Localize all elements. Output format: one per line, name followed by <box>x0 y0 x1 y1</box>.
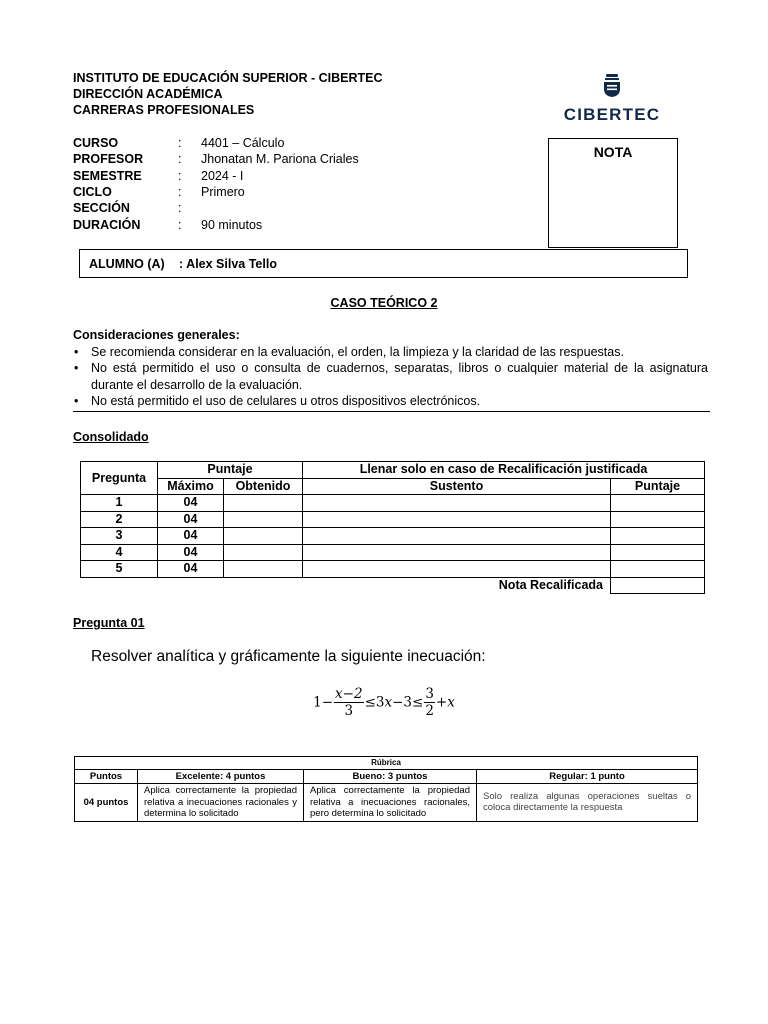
info-row-seccion <box>73 200 533 216</box>
considerations-list <box>73 344 708 409</box>
info-colon: : <box>178 136 182 150</box>
nota-recalificada-row <box>81 577 705 594</box>
table-row <box>81 511 705 528</box>
cell-maximo: 04 <box>158 528 224 545</box>
cell-obtenido[interactable] <box>224 511 303 528</box>
formula-mid2: −3≤ <box>392 694 424 711</box>
info-colon: : <box>178 152 182 166</box>
exam-title: CASO TEÓRICO 2 <box>330 296 438 310</box>
info-label: DURACIÓN <box>73 217 141 232</box>
nota-recalificada-cell[interactable] <box>611 577 705 594</box>
fraction-2-denominator: 2 <box>425 703 434 719</box>
academic-direction: DIRECCIÓN ACADÉMICA <box>73 87 223 101</box>
fraction-1-numerator: x−2 <box>335 686 363 702</box>
consolidado-title: Consolidado <box>73 430 149 444</box>
cell-maximo: 04 <box>158 544 224 561</box>
info-value: Jhonatan M. Pariona Criales <box>201 152 359 166</box>
info-label: PROFESOR <box>73 152 144 166</box>
info-row-curso <box>73 135 533 151</box>
formula-plus: + <box>435 694 448 711</box>
cell-puntaje[interactable] <box>611 544 705 561</box>
fraction-1-denominator: 3 <box>344 703 354 719</box>
student-label: ALUMNO (A) <box>89 257 165 271</box>
considerations-title: Consideraciones generales: <box>73 328 240 342</box>
header-puntaje-recal: Puntaje <box>611 478 705 495</box>
formula-var-x: x <box>384 694 393 711</box>
rubric-excelente-text: Aplica correctamente la propiedad relativa a inecuaciones racionales y determina lo solicitado <box>138 784 304 822</box>
rubric-title: Rúbrica <box>75 757 698 770</box>
cell-obtenido[interactable] <box>224 561 303 578</box>
cell-sustento[interactable] <box>303 528 611 545</box>
rubric-title-row <box>75 757 698 770</box>
rubric-header-puntos: Puntos <box>75 769 138 784</box>
cell-puntaje[interactable] <box>611 561 705 578</box>
institution-name: INSTITUTO DE EDUCACIÓN SUPERIOR - CIBERTEC <box>73 71 383 85</box>
rubric-header-regular: Regular: 1 punto <box>477 769 698 784</box>
rubric-points: 04 puntos <box>75 784 138 822</box>
header-sustento: Sustento <box>303 478 611 495</box>
question-statement: Resolver analítica y gráficamente la siguiente inecuación: <box>91 648 486 665</box>
info-label: SEMESTRE <box>73 168 142 183</box>
table-row <box>81 544 705 561</box>
fraction-2-numerator: 3 <box>425 686 434 702</box>
cell-sustento[interactable] <box>303 495 611 512</box>
list-item: • No está permitido el uso o consulta de cuadernos, separatas, libros o cualquier material de la asignatura durante el desarrollo de la evaluación. <box>73 360 708 393</box>
table-subheader-row <box>81 478 705 495</box>
professional-careers: CARRERAS PROFESIONALES <box>73 103 255 117</box>
student-box <box>79 249 688 278</box>
header-pregunta: Pregunta <box>81 462 158 495</box>
fraction-1 <box>334 686 364 719</box>
divider <box>73 411 710 412</box>
header-recalificacion: Llenar solo en caso de Recalificación justificada <box>303 462 705 479</box>
info-value: 2024 - I <box>201 168 244 183</box>
info-row-ciclo <box>73 184 533 200</box>
cibertec-logo <box>562 74 662 125</box>
crown-emblem-icon <box>601 74 623 98</box>
info-colon: : <box>178 201 182 215</box>
rubric-table <box>74 756 698 822</box>
nota-box[interactable] <box>548 138 678 248</box>
rubric-bueno-text: Aplica correctamente la propiedad relativa a inecuaciones racionales, pero determina lo solicitado <box>304 784 477 822</box>
table-row <box>81 561 705 578</box>
header-puntaje: Puntaje <box>158 462 303 479</box>
info-value: 4401 – Cálculo <box>201 136 285 150</box>
info-colon: : <box>178 217 182 232</box>
formula-minus: − <box>321 694 334 711</box>
cell-sustento[interactable] <box>303 511 611 528</box>
inequality-formula <box>0 686 768 719</box>
list-item: • Se recomienda considerar en la evaluación, el orden, la limpieza y la claridad de las respuestas. <box>73 344 708 360</box>
table-row <box>81 495 705 512</box>
consolidado-table <box>80 461 705 594</box>
list-item: • No está permitido el uso de celulares u otros dispositivos electrónicos. <box>73 393 708 409</box>
cell-maximo: 04 <box>158 561 224 578</box>
formula-lead: 1 <box>313 694 322 711</box>
table-header-row <box>81 462 705 479</box>
rubric-row <box>75 784 698 822</box>
cell-obtenido[interactable] <box>224 495 303 512</box>
header-maximo: Máximo <box>158 478 224 495</box>
logo-wordmark: CIBERTEC <box>563 105 661 124</box>
formula-mid: ≤3 <box>364 694 385 711</box>
student-name: : Alex Silva Tello <box>179 257 277 271</box>
cell-sustento[interactable] <box>303 561 611 578</box>
rubric-header-excelente: Excelente: 4 puntos <box>138 769 304 784</box>
cell-puntaje[interactable] <box>611 511 705 528</box>
formula-tail-x: x <box>447 694 455 711</box>
cell-obtenido[interactable] <box>224 528 303 545</box>
cell-obtenido[interactable] <box>224 544 303 561</box>
nota-recalificada-label: Nota Recalificada <box>498 578 603 592</box>
cell-pregunta: 3 <box>81 528 158 545</box>
info-label: CICLO <box>73 185 112 199</box>
cell-pregunta: 4 <box>81 544 158 561</box>
info-colon: : <box>178 168 182 183</box>
table-row <box>81 528 705 545</box>
cell-pregunta: 1 <box>81 495 158 512</box>
fraction-2 <box>424 686 435 719</box>
cell-pregunta: 2 <box>81 511 158 528</box>
info-row-profesor <box>73 151 533 167</box>
nota-label: NOTA <box>593 144 633 160</box>
info-label: SECCIÓN <box>73 201 130 215</box>
info-row-semestre <box>73 168 533 184</box>
info-row-duracion <box>73 217 533 233</box>
header-obtenido: Obtenido <box>224 478 303 495</box>
pregunta-01-title: Pregunta 01 <box>73 616 145 630</box>
info-colon: : <box>178 185 182 199</box>
cell-sustento[interactable] <box>303 544 611 561</box>
rubric-header-bueno: Bueno: 3 puntos <box>304 769 477 784</box>
cell-maximo: 04 <box>158 511 224 528</box>
info-value: 90 minutos <box>201 217 263 232</box>
cell-pregunta: 5 <box>81 561 158 578</box>
info-label: CURSO <box>73 136 119 150</box>
cell-maximo: 04 <box>158 495 224 512</box>
rubric-header-row <box>75 769 698 784</box>
cell-puntaje[interactable] <box>611 495 705 512</box>
cell-puntaje[interactable] <box>611 528 705 545</box>
rubric-regular-text: Solo realiza algunas operaciones sueltas o coloca directamente la respuesta <box>477 784 698 822</box>
info-value: Primero <box>201 185 245 199</box>
